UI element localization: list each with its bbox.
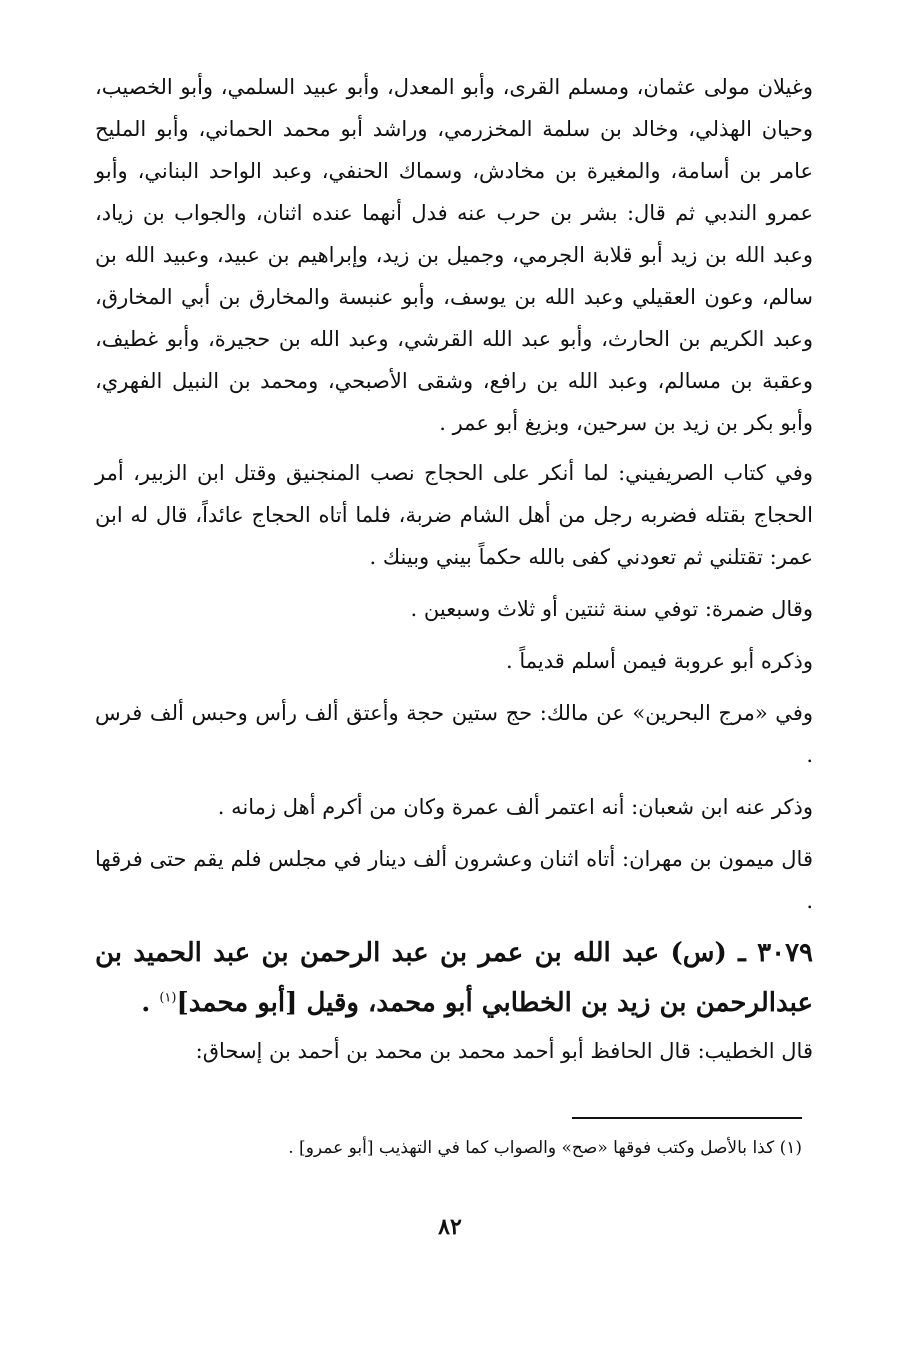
page-number: ٨٢: [438, 1214, 462, 1240]
page-body: [95, 66, 813, 1072]
paragraph-abu-aruba: وذكره أبو عروبة فيمن أسلم قديماً .: [505, 649, 813, 673]
paragraph-narrators-list: وغيلان مولى عثمان، ومسلم القرى، وأبو المعدل، وأبو عبيد السلمي، وأبو الخصيب، وحيان الهذلي، وخالد بن سلمة المخزرمي، وراشد أبو محمد الحماني، وأبو المليح عامر بن أسامة، والمغيرة بن مخادش، وسماك الحنفي، وعبد الواحد البناني، وأبو عمرو الندبي ثم قال: بشر بن حرب عنه فدل أنهما عنده اثنان، والجواب بن زياد، وعبد الله بن زيد أبو قلابة الجرمي، وجميل بن زيد، وإبراهيم بن عبيد، وعبيد الله بن سالم، وعون العقيلي وعبد الله بن يوسف، وأبو عنبسة والمخارق بن أبي المخارق، وعبد الكريم بن الحارث، وأبو عبد الله القرشي، وعبد الله بن حجيرة، وأبو غطيف، وعقبة بن مسالم، وعبد الله بن رافع، وشقى الأصبحي، ومحمد بن النبيل الفهري، وأبو بكر بن زيد بن سرحين، وبزيغ أبو عمر .: [95, 75, 813, 435]
footnote-marker: (١): [159, 990, 177, 1006]
entry-heading-end: .: [141, 988, 160, 1018]
paragraph-damra: وقال ضمرة: توفي سنة ثنتين أو ثلاث وسبعين .: [410, 597, 813, 621]
paragraph-khatib: قال الخطيب: قال الحافظ أبو أحمد محمد بن محمد بن أحمد بن إسحاق:: [195, 1039, 813, 1063]
entry-heading: [95, 928, 813, 1028]
paragraph-maymun: قال ميمون بن مهران: أتاه اثنان وعشرون ألف دينار في مجلس فلم يقم حتى فرقها .: [95, 847, 813, 913]
paragraph-marj-al-bahrain: وفي «مرج البحرين» عن مالك: حج ستين حجة وأعتق ألف رأس وحبس ألف فرس .: [95, 701, 813, 767]
footnote: (١) كذا بالأصل وكتب فوقها «صح» والصواب كما في التهذيب [أبو عمرو] .: [288, 1138, 802, 1158]
entry-heading-text: ٣٠٧٩ ـ (س) عبد الله بن عمر بن عبد الرحمن بن عبد الحميد بن عبدالرحمن بن زيد بن الخطابي أبو محمد، وقيل [أبو محمد]: [95, 938, 813, 1018]
paragraph-sarifini: وفي كتاب الصريفيني: لما أنكر على الحجاج نصب المنجنيق وقتل ابن الزبير، أمر الحجاج بقتله فضربه رجل من أهل الشام ضربة، فلما أتاه الحجاج عائداً، قال له ابن عمر: تقتلني ثم تعودني كفى بالله حكماً بيني وبينك .: [95, 461, 813, 569]
footnote-separator: [572, 1117, 802, 1119]
paragraph-ibn-shaban: وذكر عنه ابن شعبان: أنه اعتمر ألف عمرة وكان من أكرم أهل زمانه .: [217, 795, 813, 819]
